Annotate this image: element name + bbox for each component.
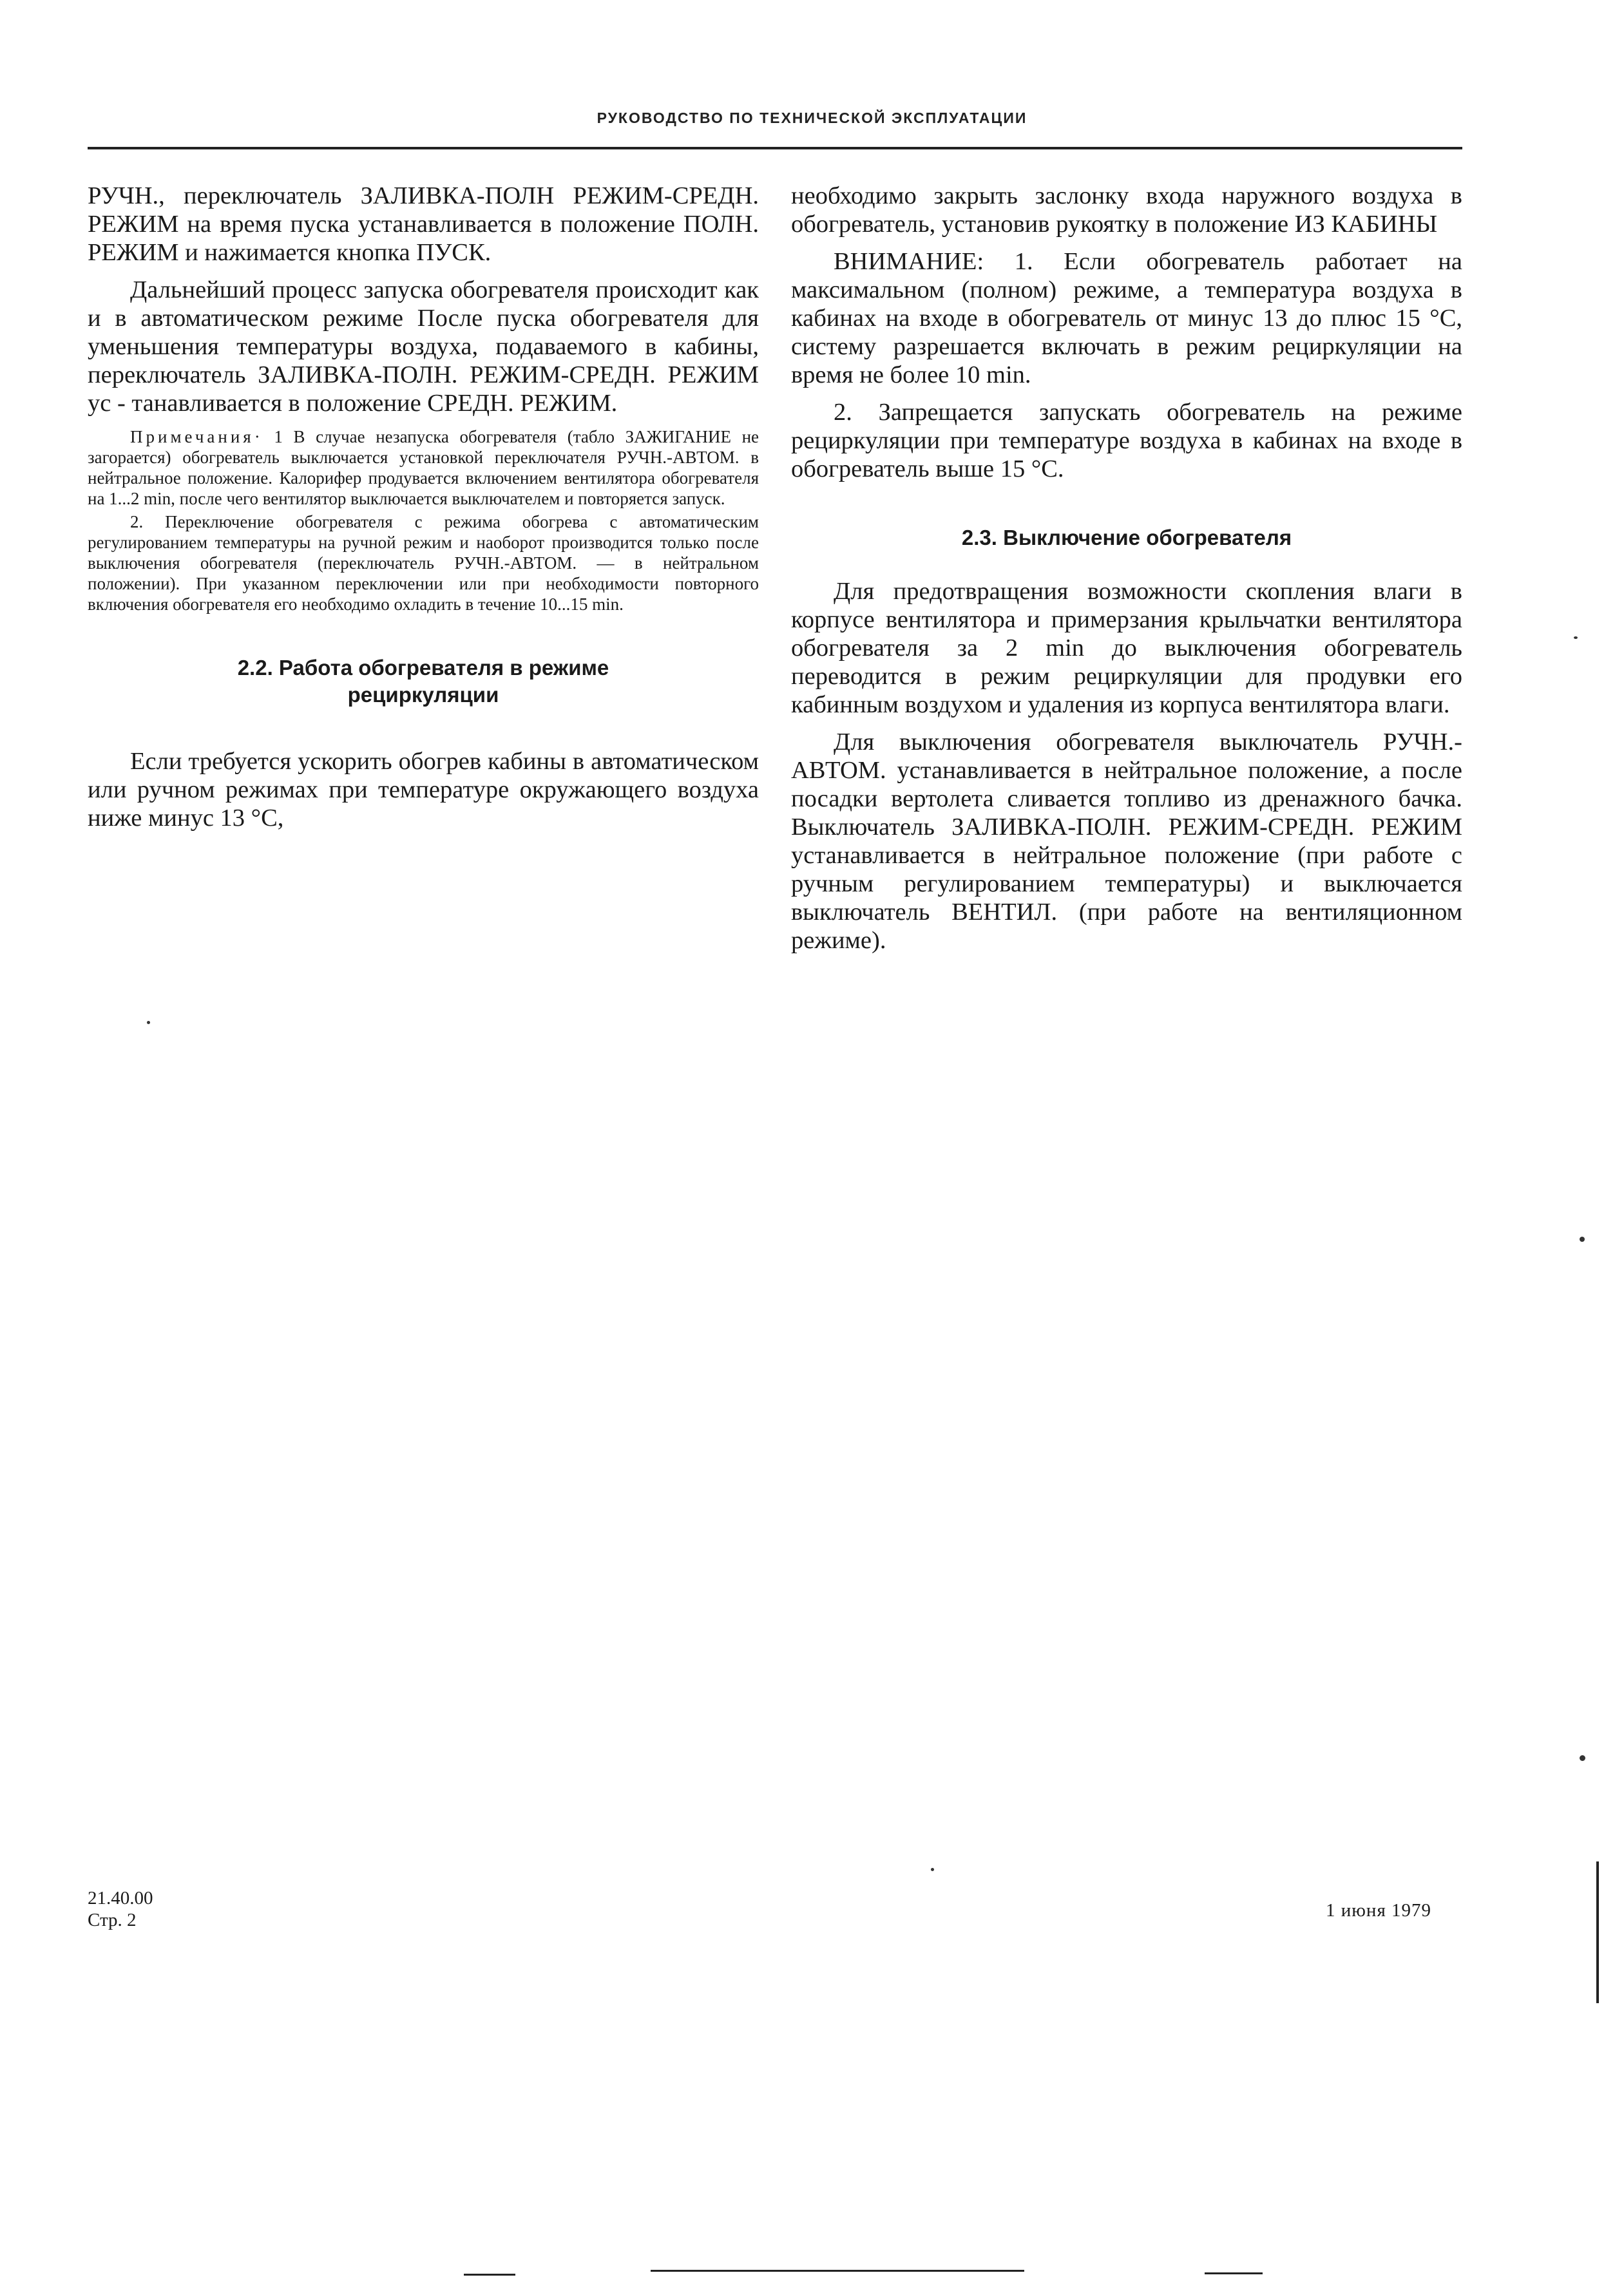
note-1-text: 1 В случае незапуска обогревателя (табло ЗАЖИГАНИЕ не загорается) обогреватель выключается установкой переключателя РУЧН.-АВТОМ. в нейтральное положение. Калорифер продувается включением вентилятора обогревателя на 1...2 min, после чего вентилятор выключается выключателем и повторяется запуск. (88, 427, 759, 508)
right-paragraph-1: необходимо закрыть заслонку входа наружного воздуха в обогреватель, установив рукоятку в положение ИЗ КАБИНЫ (791, 182, 1462, 238)
right-column (791, 182, 1462, 964)
right-paragraph-5: Для выключения обогревателя выключатель РУЧН.-АВТОМ. устанавливается в нейтральное положение, а после посадки вертолета сливается топливо из дренажного бачка. Выключатель ЗАЛИВКА-ПОЛН. РЕЖИМ-СРЕДН. РЕЖИМ устанавливается в нейтральное положение (при работе с ручным регулированием температуры) и выключается выключатель ВЕНТИЛ. (при работе на вентиляционном режиме). (791, 728, 1462, 954)
left-column (88, 182, 759, 841)
left-paragraph-1: РУЧН., переключатель ЗАЛИВКА-ПОЛН РЕЖИМ-СРЕДН. РЕЖИМ на время пуска устанавливается в положение ПОЛН. РЕЖИМ и нажимается кнопка ПУСК. (88, 182, 759, 266)
warning-paragraph: ВНИМАНИЕ: 1. Если обогреватель работает на максимальном (полном) режиме, а температура воздуха в кабинах на входе в обогреватель от минус 13 до плюс 15 °С, систему разрешается включать в режим рециркуляции на время не более 10 min. (791, 248, 1462, 388)
footer-date: 1 июня 1979 (1326, 1900, 1432, 1921)
scan-line (1596, 1861, 1599, 2003)
header-rule (88, 147, 1462, 149)
running-header: РУКОВОДСТВО ПО ТЕХНИЧЕСКОЙ ЭКСПЛУАТАЦИИ (597, 109, 1027, 126)
scan-speck (1580, 1237, 1585, 1242)
scan-speck (1580, 1755, 1585, 1761)
section-2-2-heading-line-2: рециркуляции (347, 683, 499, 707)
section-2-2-heading-line-1: 2.2. Работа обогревателя в режиме (237, 656, 609, 680)
note-label: Примечания· (130, 427, 263, 446)
left-paragraph-3: Если требуется ускорить обогрев кабины в автоматическом или ручном режимах при температуре окружающего воздуха ниже минус 13 °С, (88, 748, 759, 832)
right-paragraph-4: Для предотвращения возможности скопления влаги в корпусе вентилятора и примерзания крыльчатки вентилятора обогревателя за 2 min до выключения обогреватель переводится в режим рециркуляции для продувки его кабинным воздухом и удаления из корпуса вентилятора влаги. (791, 578, 1462, 718)
warning-item-2: 2. Запрещается запускать обогреватель на режиме рециркуляции при температуре воздуха в кабинах на входе в обогреватель выше 15 °С. (791, 399, 1462, 482)
note-1 (88, 426, 759, 509)
scan-line (651, 2270, 1024, 2272)
note-2: 2. Переключение обогревателя с режима обогрева с автоматическим регулированием температуры на ручной режим и наоборот производится только после выключения обогревателя (переключатель РУЧН.-АВТОМ. — в нейтральном положении). При указанном переключении или при необходимости повторного включения обогревателя его необходимо охладить в течение 10...15 min. (88, 512, 759, 614)
scan-speck (147, 1021, 150, 1024)
scan-line (464, 2274, 515, 2276)
section-2-3-heading: 2.3. Выключение обогревателя (961, 526, 1292, 549)
left-paragraph-2: Дальнейший процесс запуска обогревателя происходит как и в автоматическом режиме После пуска обогревателя для уменьшения температуры воздуха, подаваемого в кабины, переключатель ЗАЛИВКА-ПОЛН. РЕЖИМ-СРЕДН. РЕЖИМ ус - танавливается в положение СРЕДН. РЕЖИМ. (88, 276, 759, 417)
document-code: 21.40.00 (88, 1888, 153, 1908)
footer-code-block (88, 1887, 153, 1931)
page-number: Стр. 2 (88, 1910, 137, 1930)
scan-speck (1574, 636, 1578, 639)
scan-speck (931, 1868, 934, 1871)
scan-line (1205, 2272, 1263, 2274)
